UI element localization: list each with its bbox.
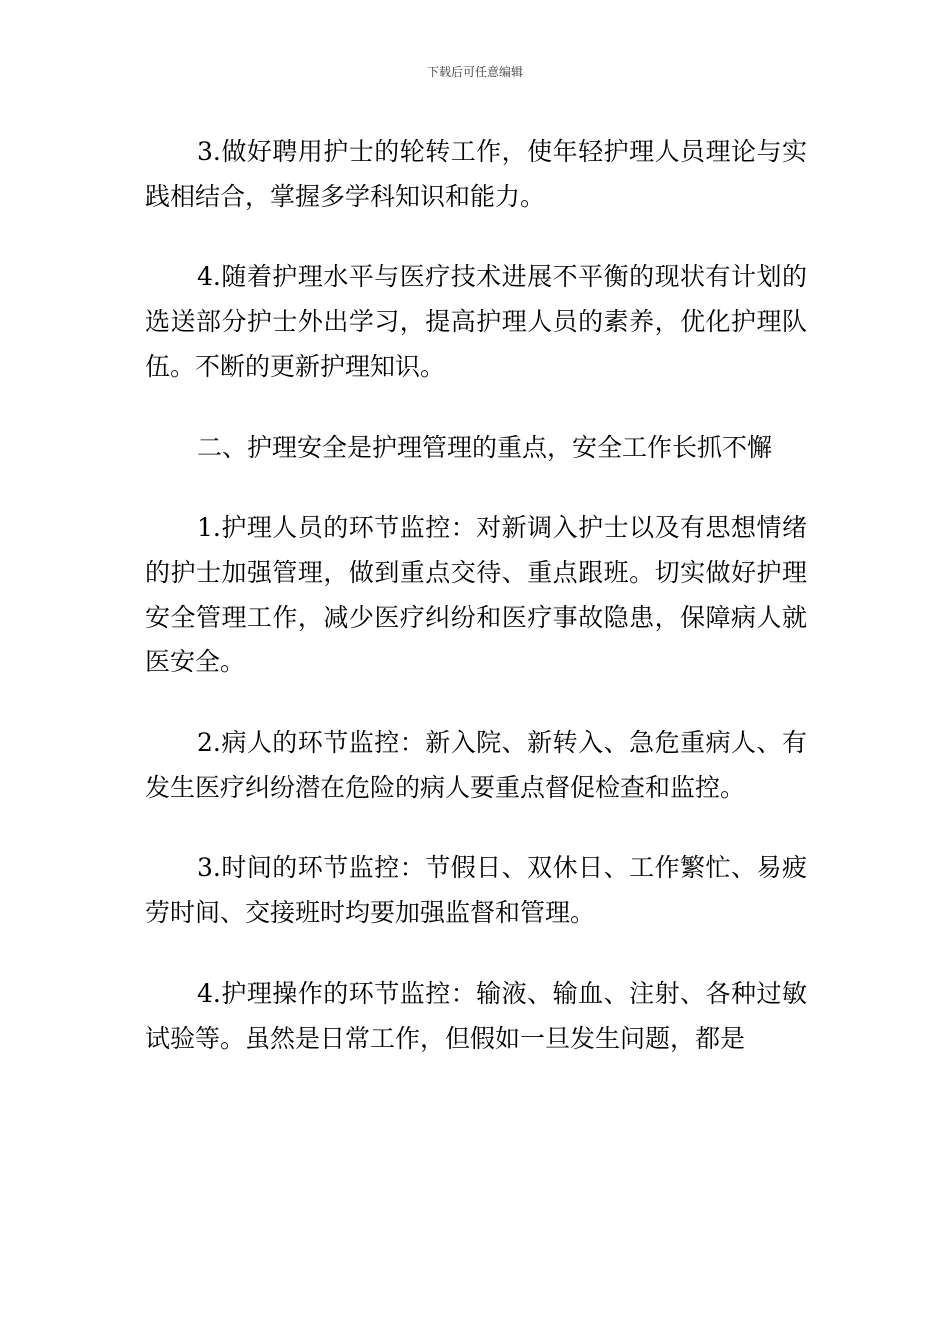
paragraph-item-3-time-monitoring: 3.时间的环节监控：节假日、双休日、工作繁忙、易疲劳时间、交接班时均要加强监督和管理。 [145,853,807,928]
section-heading-safety: 二、护理安全是护理管理的重点，安全工作长抓不懈 [197,432,773,462]
paragraph-item-2-patient-monitoring: 2.病人的环节监控：新入院、新转入、急危重病人、有发生医疗纠纷潜在危险的病人要重点督促检查和监控。 [145,728,807,802]
header-note: 下载后可任意编辑 [426,65,523,79]
paragraph-item-4-training: 4.随着护理水平与医疗技术进展不平衡的现状有计划的选送部分护士外出学习，提高护理人员的素养，优化护理队伍。不断的更新护理知识。 [145,262,807,381]
paragraph-item-3-rotation: 3.做好聘用护士的轮转工作，使年轻护理人员理论与实践相结合，掌握多学科知识和能力。 [145,137,807,211]
paragraph-item-4-operation-monitoring: 4.护理操作的环节监控：输液、输血、注射、各种过敏试验等。虽然是日常工作，但假如一旦发生问题，都是 [145,978,807,1053]
paragraph-item-1-staff-monitoring: 1.护理人员的环节监控：对新调入护士以及有思想情绪的护士加强管理，做到重点交待、重点跟班。切实做好护理安全管理工作，减少医疗纠纷和医疗事故隐患，保障病人就医安全。 [145,513,807,677]
document-body [145,130,807,1061]
